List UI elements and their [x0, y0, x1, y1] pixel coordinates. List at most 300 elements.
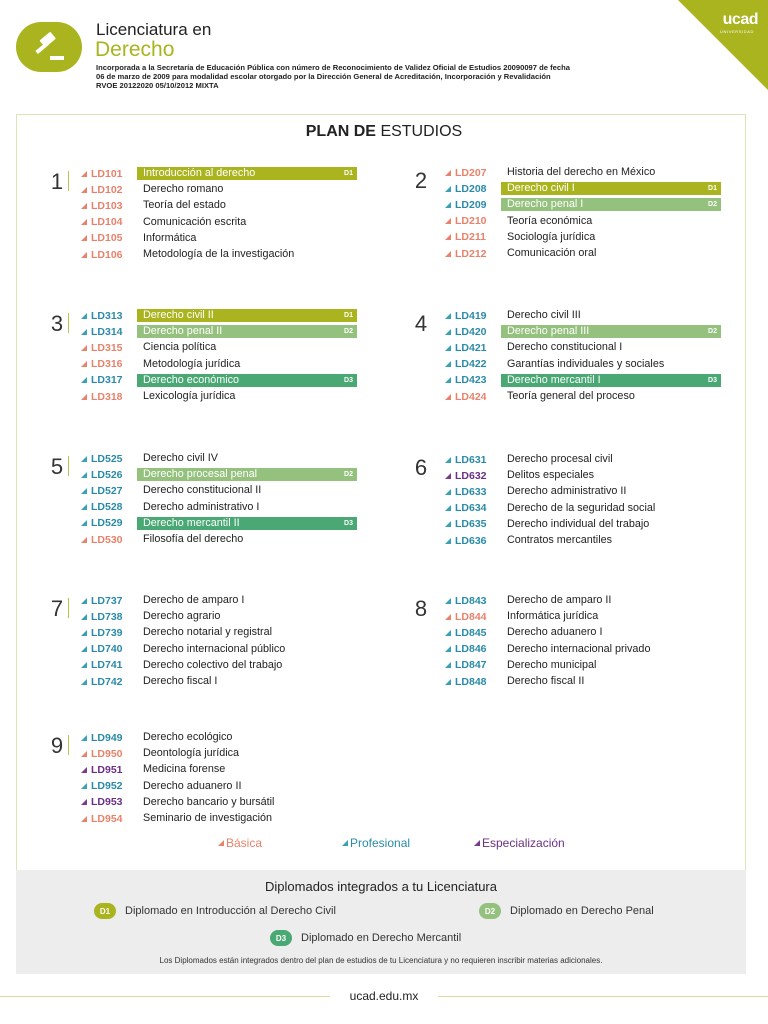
course-name-text: Derecho civil IV [143, 452, 219, 464]
course-row [445, 247, 725, 260]
course-type-icon [81, 472, 87, 478]
course-name-text: Sociología jurídica [507, 230, 596, 243]
semester-divider [68, 313, 69, 333]
diploma-tag: D2 [708, 328, 717, 336]
d1-label: Diplomado en Introducción al Derecho Civil [125, 905, 336, 917]
course-row [81, 675, 361, 688]
semester-number: 8 [414, 596, 428, 621]
course-name-text: Derecho fiscal I [143, 675, 218, 687]
course-row [81, 731, 361, 744]
course-code: LD316 [91, 358, 123, 371]
course-name [501, 534, 721, 547]
course-type-icon [445, 313, 451, 319]
course-name [501, 659, 721, 672]
course-name [137, 780, 357, 793]
course-row [445, 341, 725, 354]
course-name-text: Introducción al derecho [143, 167, 256, 179]
ucad-logo-sub: UNIVERSIDAD [720, 29, 754, 34]
course-type-icon [445, 489, 451, 495]
course-row [445, 215, 725, 228]
course-name-text: Derecho civil I [507, 182, 575, 195]
course-code: LD210 [455, 215, 487, 228]
course-type-icon [445, 234, 451, 240]
course-name [137, 484, 357, 497]
course-name-text: Derecho mercantil I [507, 373, 601, 386]
plan-title-bold: PLAN DE [305, 123, 376, 140]
course-type-icon [81, 767, 87, 773]
course-row [81, 594, 361, 607]
course-type-icon [81, 203, 87, 209]
course-type-icon [81, 187, 87, 193]
semester-number: 6 [414, 455, 428, 480]
course-code: LD741 [91, 659, 123, 672]
course-type-icon [445, 662, 451, 668]
course-row [81, 763, 361, 776]
course-type-icon [81, 252, 87, 258]
course-name [137, 763, 357, 776]
course-name-text: Derecho penal I [507, 198, 584, 211]
course-type-icon [445, 614, 451, 620]
course-row [81, 341, 361, 354]
course-name [137, 341, 357, 354]
course-name-text: Derecho internacional público [143, 642, 286, 655]
course-name [501, 198, 721, 211]
course-code: LD104 [91, 216, 123, 229]
course-code: LD848 [455, 675, 487, 688]
course-name [137, 594, 357, 607]
d3-badge: D3 [270, 930, 292, 946]
course-name-text: Derecho aduanero II [143, 779, 242, 792]
course-type-icon [81, 537, 87, 543]
course-name [501, 182, 721, 195]
course-name-text: Medicina forense [143, 763, 226, 776]
course-type-icon [445, 218, 451, 224]
course-code: LD424 [455, 390, 487, 403]
course-name-text: Informática jurídica [507, 610, 599, 623]
course-name-text: Derecho romano [143, 183, 224, 196]
course-code: LD420 [455, 325, 487, 338]
course-name-text: Derecho ecológico [143, 731, 233, 743]
course-type-icon [445, 538, 451, 544]
diploma-tag: D2 [344, 471, 353, 479]
course-name [501, 247, 721, 260]
course-row [81, 199, 361, 212]
course-name [137, 731, 357, 744]
course-row [445, 659, 725, 672]
course-type-icon [81, 219, 87, 225]
course-row [81, 643, 361, 656]
course-name-text: Derecho individual del trabajo [507, 517, 650, 530]
course-name [501, 626, 721, 639]
course-type-icon [445, 457, 451, 463]
d2-badge: D2 [479, 903, 501, 919]
course-row [81, 183, 361, 196]
course-type-icon [445, 598, 451, 604]
course-name [137, 232, 357, 245]
semester-number: 2 [414, 168, 428, 193]
course-name [137, 452, 357, 465]
diploma-tag: D3 [344, 519, 353, 527]
course-code: LD843 [455, 594, 487, 607]
course-name-text: Derecho constitucional I [507, 341, 623, 354]
course-type-icon [445, 521, 451, 527]
course-row [81, 468, 361, 481]
ucad-logo: ucad [722, 11, 758, 28]
course-name [137, 501, 357, 514]
course-name [137, 390, 357, 403]
semester-divider [68, 456, 69, 476]
course-name [501, 309, 721, 322]
program-title: Derecho [95, 38, 175, 61]
course-name-text: Derecho fiscal II [507, 675, 585, 687]
course-name [137, 167, 357, 180]
course-row [445, 309, 725, 322]
course-row [81, 390, 361, 403]
course-row [81, 232, 361, 245]
course-name [137, 533, 357, 546]
footer-url[interactable] [0, 989, 768, 1003]
course-code: LD105 [91, 232, 123, 245]
course-type-icon [445, 170, 451, 176]
course-code: LD527 [91, 484, 123, 497]
course-name-text: Derecho internacional privado [507, 642, 651, 655]
course-name-text: Derecho de amparo II [507, 594, 612, 606]
course-name-text: Derecho procesal civil [507, 453, 613, 465]
course-name-text: Derecho penal II [143, 325, 223, 338]
diploma-tag: D2 [344, 328, 353, 336]
diplomado-d1 [94, 903, 336, 919]
course-row [445, 182, 725, 195]
course-row [81, 167, 361, 180]
course-code: LD847 [455, 659, 487, 672]
course-code: LD421 [455, 341, 487, 354]
course-code: LD844 [455, 610, 487, 623]
course-name-text: Derecho económico [143, 373, 240, 386]
course-name-text: Derecho penal III [507, 325, 590, 338]
course-code: LD530 [91, 533, 123, 546]
course-name-text: Deontología jurídica [143, 747, 240, 760]
course-code: LD211 [455, 231, 486, 244]
semester-divider [68, 598, 69, 618]
course-code: LD951 [91, 763, 123, 776]
course-name-text: Contratos mercantiles [507, 534, 613, 546]
semester-number: 7 [50, 596, 64, 621]
course-code: LD102 [91, 183, 123, 196]
course-name [501, 358, 721, 371]
course-type-icon [445, 251, 451, 257]
diploma-tag: D1 [344, 312, 353, 319]
course-row [81, 659, 361, 672]
course-code: LD208 [455, 182, 487, 195]
course-name-text: Derecho notarial y registral [143, 626, 273, 639]
course-type-icon [81, 614, 87, 620]
course-name [137, 747, 357, 760]
course-code: LD314 [91, 325, 123, 338]
diplomados-panel [16, 870, 746, 974]
course-name [137, 659, 357, 672]
course-name-text: Derecho administrativo II [507, 485, 627, 498]
course-row [445, 325, 725, 338]
course-type-icon [445, 377, 451, 383]
course-type-icon [81, 504, 87, 510]
course-name [501, 502, 721, 515]
course-code: LD212 [455, 247, 487, 260]
profesional-marker-icon [342, 840, 348, 846]
course-name [501, 643, 721, 656]
course-name [501, 325, 721, 338]
course-name-text: Derecho procesal penal [143, 468, 258, 481]
legend-basica-label: Básica [226, 836, 263, 850]
course-name [501, 453, 721, 466]
course-type-icon [445, 186, 451, 192]
course-type-icon [445, 361, 451, 367]
course-name-text: Derecho de la seguridad social [507, 501, 656, 514]
course-name-text: Delitos especiales [507, 469, 595, 482]
course-row [81, 796, 361, 809]
course-name [501, 374, 721, 387]
course-code: LD526 [91, 468, 123, 481]
course-name [137, 468, 357, 481]
course-code: LD949 [91, 731, 123, 744]
course-row [445, 166, 725, 179]
course-row [445, 610, 725, 623]
course-type-icon [81, 646, 87, 652]
semester-divider [68, 171, 69, 191]
course-row [445, 231, 725, 244]
course-name-text: Derecho colectivo del trabajo [143, 658, 283, 671]
course-row [445, 626, 725, 639]
diplomado-d2 [479, 903, 654, 919]
plan-title-rest: ESTUDIOS [380, 123, 463, 140]
plan-title [0, 123, 768, 141]
course-code: LD950 [91, 747, 123, 760]
course-type-icon [81, 598, 87, 604]
course-name [501, 469, 721, 482]
course-row [81, 248, 361, 261]
diplomados-note: Los Diplomados están integrados dentro del plan de estudios de tu Licenciatura y no requieren inscribir materias adicionales. [159, 956, 603, 965]
course-code: LD737 [91, 594, 123, 607]
course-code: LD740 [91, 643, 123, 656]
course-code: LD529 [91, 517, 123, 530]
rvoe-line-2: 06 de marzo de 2009 para modalidad escolar otorgado por la Dirección General de Acreditación, Incorporación y Revalidación [96, 72, 551, 81]
course-row [81, 780, 361, 793]
course-row [81, 325, 361, 338]
course-row [445, 675, 725, 688]
course-name [137, 309, 357, 322]
course-row [81, 626, 361, 639]
course-name-text: Derecho aduanero I [507, 626, 603, 639]
course-name-text: Derecho constitucional II [143, 484, 262, 497]
course-type-icon [445, 329, 451, 335]
course-code: LD313 [91, 309, 123, 322]
course-code: LD742 [91, 675, 123, 688]
footer-url-text[interactable]: ucad.edu.mx [349, 989, 419, 1003]
semester-number: 4 [414, 311, 428, 336]
legend-especializacion-label: Especialización [482, 836, 565, 850]
course-name [137, 248, 357, 261]
course-code: LD952 [91, 780, 123, 793]
legend-profesional-label: Profesional [350, 836, 411, 850]
course-name-text: Seminario de investigación [143, 812, 273, 824]
course-name [137, 517, 357, 530]
rvoe-notice [96, 63, 696, 90]
course-code: LD318 [91, 390, 123, 403]
course-code: LD423 [455, 374, 487, 387]
course-row [445, 198, 725, 211]
d1-badge: D1 [94, 903, 116, 919]
especializacion-marker-icon [474, 840, 480, 846]
course-name-text: Teoría del estado [143, 199, 226, 212]
course-code: LD846 [455, 643, 487, 656]
basica-marker-icon [218, 840, 224, 846]
diploma-tag: D1 [708, 185, 717, 193]
diploma-tag: D3 [344, 376, 353, 384]
course-code: LD106 [91, 248, 123, 261]
rvoe-line-3: RVOE 20122020 05/10/2012 MIXTA [96, 81, 219, 90]
course-name [501, 341, 721, 354]
course-name [501, 518, 721, 531]
gavel-icon [32, 32, 66, 62]
course-row [445, 643, 725, 656]
legend-basica [218, 836, 262, 850]
diplomado-d3 [270, 930, 461, 946]
course-type-icon [445, 345, 451, 351]
course-code: LD635 [455, 518, 487, 531]
course-code: LD632 [455, 469, 487, 482]
course-type-icon [81, 488, 87, 494]
course-code: LD953 [91, 796, 123, 809]
course-row [81, 533, 361, 546]
course-name [137, 643, 357, 656]
diploma-tag: D2 [708, 201, 717, 209]
course-code: LD738 [91, 610, 123, 623]
course-row [81, 216, 361, 229]
course-type-icon [81, 751, 87, 757]
course-name-text: Comunicación oral [507, 247, 597, 259]
semester-number: 9 [50, 733, 64, 758]
course-row [81, 501, 361, 514]
course-row [445, 469, 725, 482]
course-name [501, 231, 721, 244]
course-name-text: Historia del derecho en México [507, 166, 656, 178]
course-name-text: Derecho administrativo I [143, 500, 260, 513]
course-name [501, 594, 721, 607]
course-name [137, 796, 357, 809]
course-row [445, 390, 725, 403]
course-row [81, 610, 361, 623]
course-type-icon [81, 235, 87, 241]
course-type-icon [81, 377, 87, 383]
course-row [81, 452, 361, 465]
course-row [81, 309, 361, 322]
semester-divider [68, 735, 69, 755]
course-row [81, 358, 361, 371]
course-code: LD634 [455, 502, 487, 515]
course-type-icon [81, 662, 87, 668]
course-code: LD739 [91, 626, 123, 639]
course-name [501, 166, 721, 179]
course-name [501, 485, 721, 498]
course-type-icon [81, 345, 87, 351]
course-row [445, 374, 725, 387]
course-type-icon [445, 505, 451, 511]
semester-number: 1 [50, 169, 64, 194]
course-name-text: Metodología jurídica [143, 357, 241, 370]
course-name [137, 374, 357, 387]
course-row [81, 812, 361, 825]
course-type-icon [81, 816, 87, 822]
course-row [81, 484, 361, 497]
course-type-icon [81, 313, 87, 319]
course-code: LD528 [91, 501, 123, 514]
course-name [137, 626, 357, 639]
course-name-text: Derecho municipal [507, 658, 597, 671]
course-name [137, 812, 357, 825]
course-type-icon [81, 520, 87, 526]
course-name [501, 390, 721, 403]
course-type-icon [81, 329, 87, 335]
d3-label: Diplomado en Derecho Mercantil [301, 932, 462, 944]
course-name-text: Derecho civil II [143, 309, 214, 321]
course-type-icon [81, 783, 87, 789]
course-code: LD207 [455, 166, 487, 179]
course-name-text: Derecho agrario [143, 610, 221, 623]
diplomados-title: Diplomados integrados a tu Licenciatura [265, 879, 497, 894]
course-name [137, 675, 357, 688]
semester-number: 3 [50, 311, 64, 336]
course-type-icon [81, 630, 87, 636]
course-type-icon [445, 394, 451, 400]
course-row [81, 374, 361, 387]
course-type-icon [81, 394, 87, 400]
course-name [501, 675, 721, 688]
course-code: LD954 [91, 812, 123, 825]
course-code: LD631 [455, 453, 487, 466]
course-row [445, 453, 725, 466]
course-code: LD317 [91, 374, 123, 387]
course-code: LD845 [455, 626, 487, 639]
course-name [137, 358, 357, 371]
course-row [445, 518, 725, 531]
semester-number: 5 [50, 454, 64, 479]
course-name-text: Derecho civil III [507, 309, 581, 321]
course-code: LD315 [91, 341, 123, 354]
course-name-text: Ciencia política [143, 341, 217, 354]
course-code: LD101 [91, 167, 123, 180]
course-name [501, 215, 721, 228]
course-type-icon [445, 679, 451, 685]
course-name-text: Filosofía del derecho [143, 533, 244, 545]
course-type-icon [445, 202, 451, 208]
course-name-text: Metodología de la investigación [143, 248, 295, 260]
diploma-tag: D3 [708, 376, 717, 384]
course-code: LD525 [91, 452, 123, 465]
course-code: LD103 [91, 199, 123, 212]
program-title-prefix: Licenciatura en [96, 20, 212, 39]
course-row [81, 747, 361, 760]
course-name [137, 610, 357, 623]
course-row [445, 358, 725, 371]
course-code: LD422 [455, 358, 487, 371]
course-type-icon [445, 630, 451, 636]
course-name [137, 216, 357, 229]
course-type-icon [445, 646, 451, 652]
course-name [501, 610, 721, 623]
course-name-text: Teoría económica [507, 214, 593, 227]
course-type-icon [81, 735, 87, 741]
course-code: LD209 [455, 198, 487, 211]
course-name [137, 199, 357, 212]
